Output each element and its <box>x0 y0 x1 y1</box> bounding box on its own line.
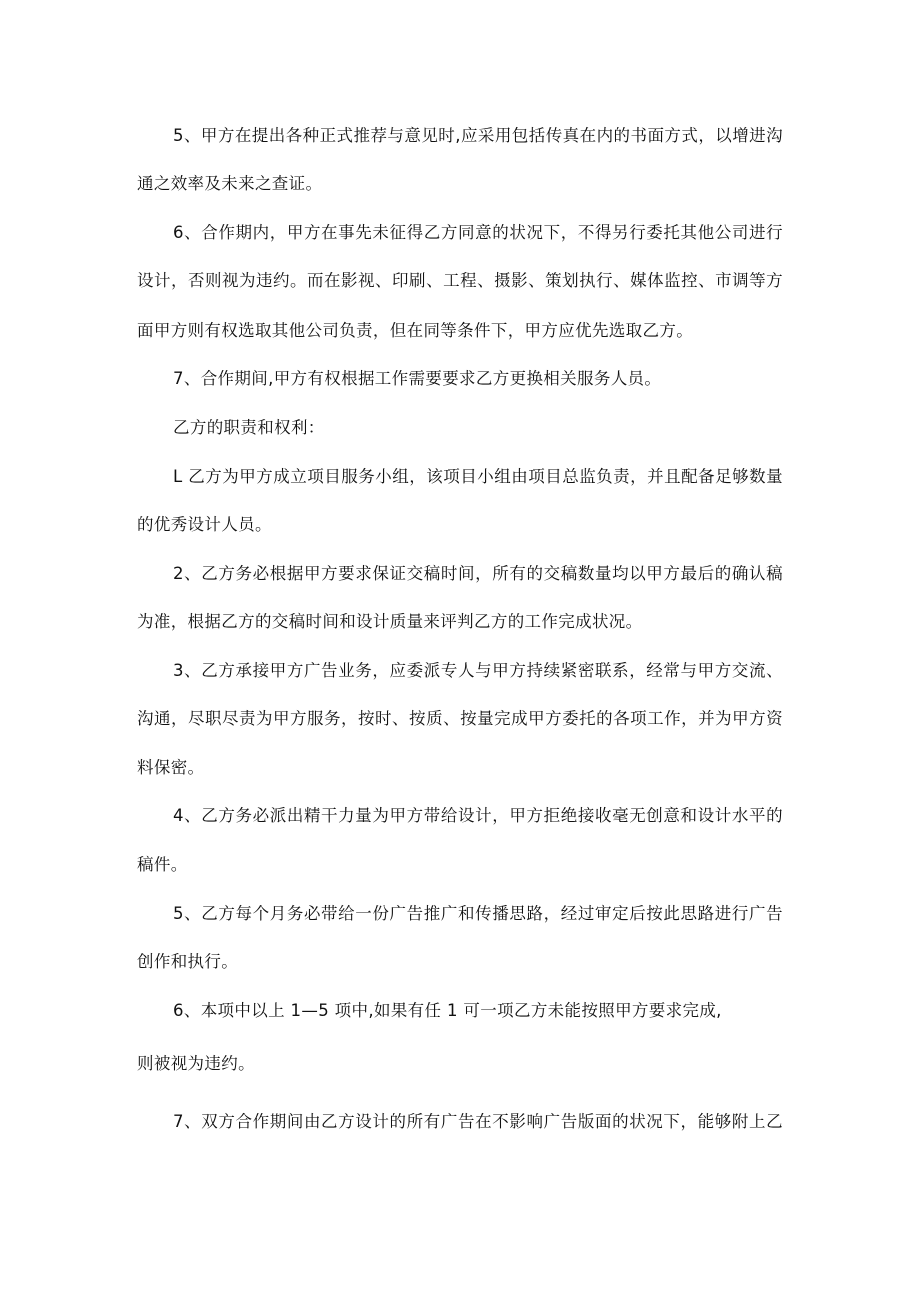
item-3-line-3: 料保密。 <box>137 758 205 777</box>
item-l-line-1: L 乙方为甲方成立项目服务小组，该项目小组由项目总监负责，并且配备足够数量 <box>173 467 783 486</box>
item-6-line-1: 6、本项中以上 1—5 项中,如果有任 1 可一项乙方未能按照甲方要求完成, <box>173 1001 722 1020</box>
paragraph-6-line-2: 设计，否则视为违约。而在影视、印刷、工程、摄影、策划执行、媒体监控、市调等方 <box>137 271 783 290</box>
paragraph-5-line-2: 通之效率及未来之查证。 <box>137 174 323 193</box>
section-heading-party-b: 乙方的职责和权利： <box>173 418 325 437</box>
paragraph-6-line-3: 面甲方则有权选取其他公司负责，但在同等条件下，甲方应优先选取乙方。 <box>137 321 694 340</box>
paragraph-5-line-1: 5、甲方在提出各种正式推荐与意见时,应采用包括传真在内的书面方式，以增进沟 <box>173 126 783 145</box>
item-5-line-1: 5、乙方每个月务必带给一份广告推广和传播思路，经过审定后按此思路进行广告 <box>173 904 783 923</box>
item-l-line-2: 的优秀设计人员。 <box>137 515 272 534</box>
item-2-line-1: 2、乙方务必根据甲方要求保证交稿时间，所有的交稿数量均以甲方最后的确认稿 <box>173 564 783 583</box>
item-2-line-2: 为准，根据乙方的交稿时间和设计质量来评判乙方的工作完成状况。 <box>137 612 643 631</box>
item-7-line-1: 7、双方合作期间由乙方设计的所有广告在不影响广告版面的状况下，能够附上乙 <box>173 1112 783 1131</box>
item-3-line-2: 沟通，尽职尽责为甲方服务，按时、按质、按量完成甲方委托的各项工作，并为甲方资 <box>137 709 783 728</box>
item-4-line-2: 稿件。 <box>137 855 188 874</box>
item-5-line-2: 创作和执行。 <box>137 952 239 971</box>
item-4-line-1: 4、乙方务必派出精干力量为甲方带给设计，甲方拒绝接收毫无创意和设计水平的 <box>173 806 783 825</box>
item-3-line-1: 3、乙方承接甲方广告业务，应委派专人与甲方持续紧密联系，经常与甲方交流、 <box>173 661 783 680</box>
paragraph-6-line-1: 6、合作期内，甲方在事先未征得乙方同意的状况下，不得另行委托其他公司进行 <box>173 223 783 242</box>
paragraph-7-line-1: 7、合作期间,甲方有权根据工作需要要求乙方更换相关服务人员。 <box>173 369 662 388</box>
item-6-line-2: 则被视为违约。 <box>137 1054 255 1073</box>
